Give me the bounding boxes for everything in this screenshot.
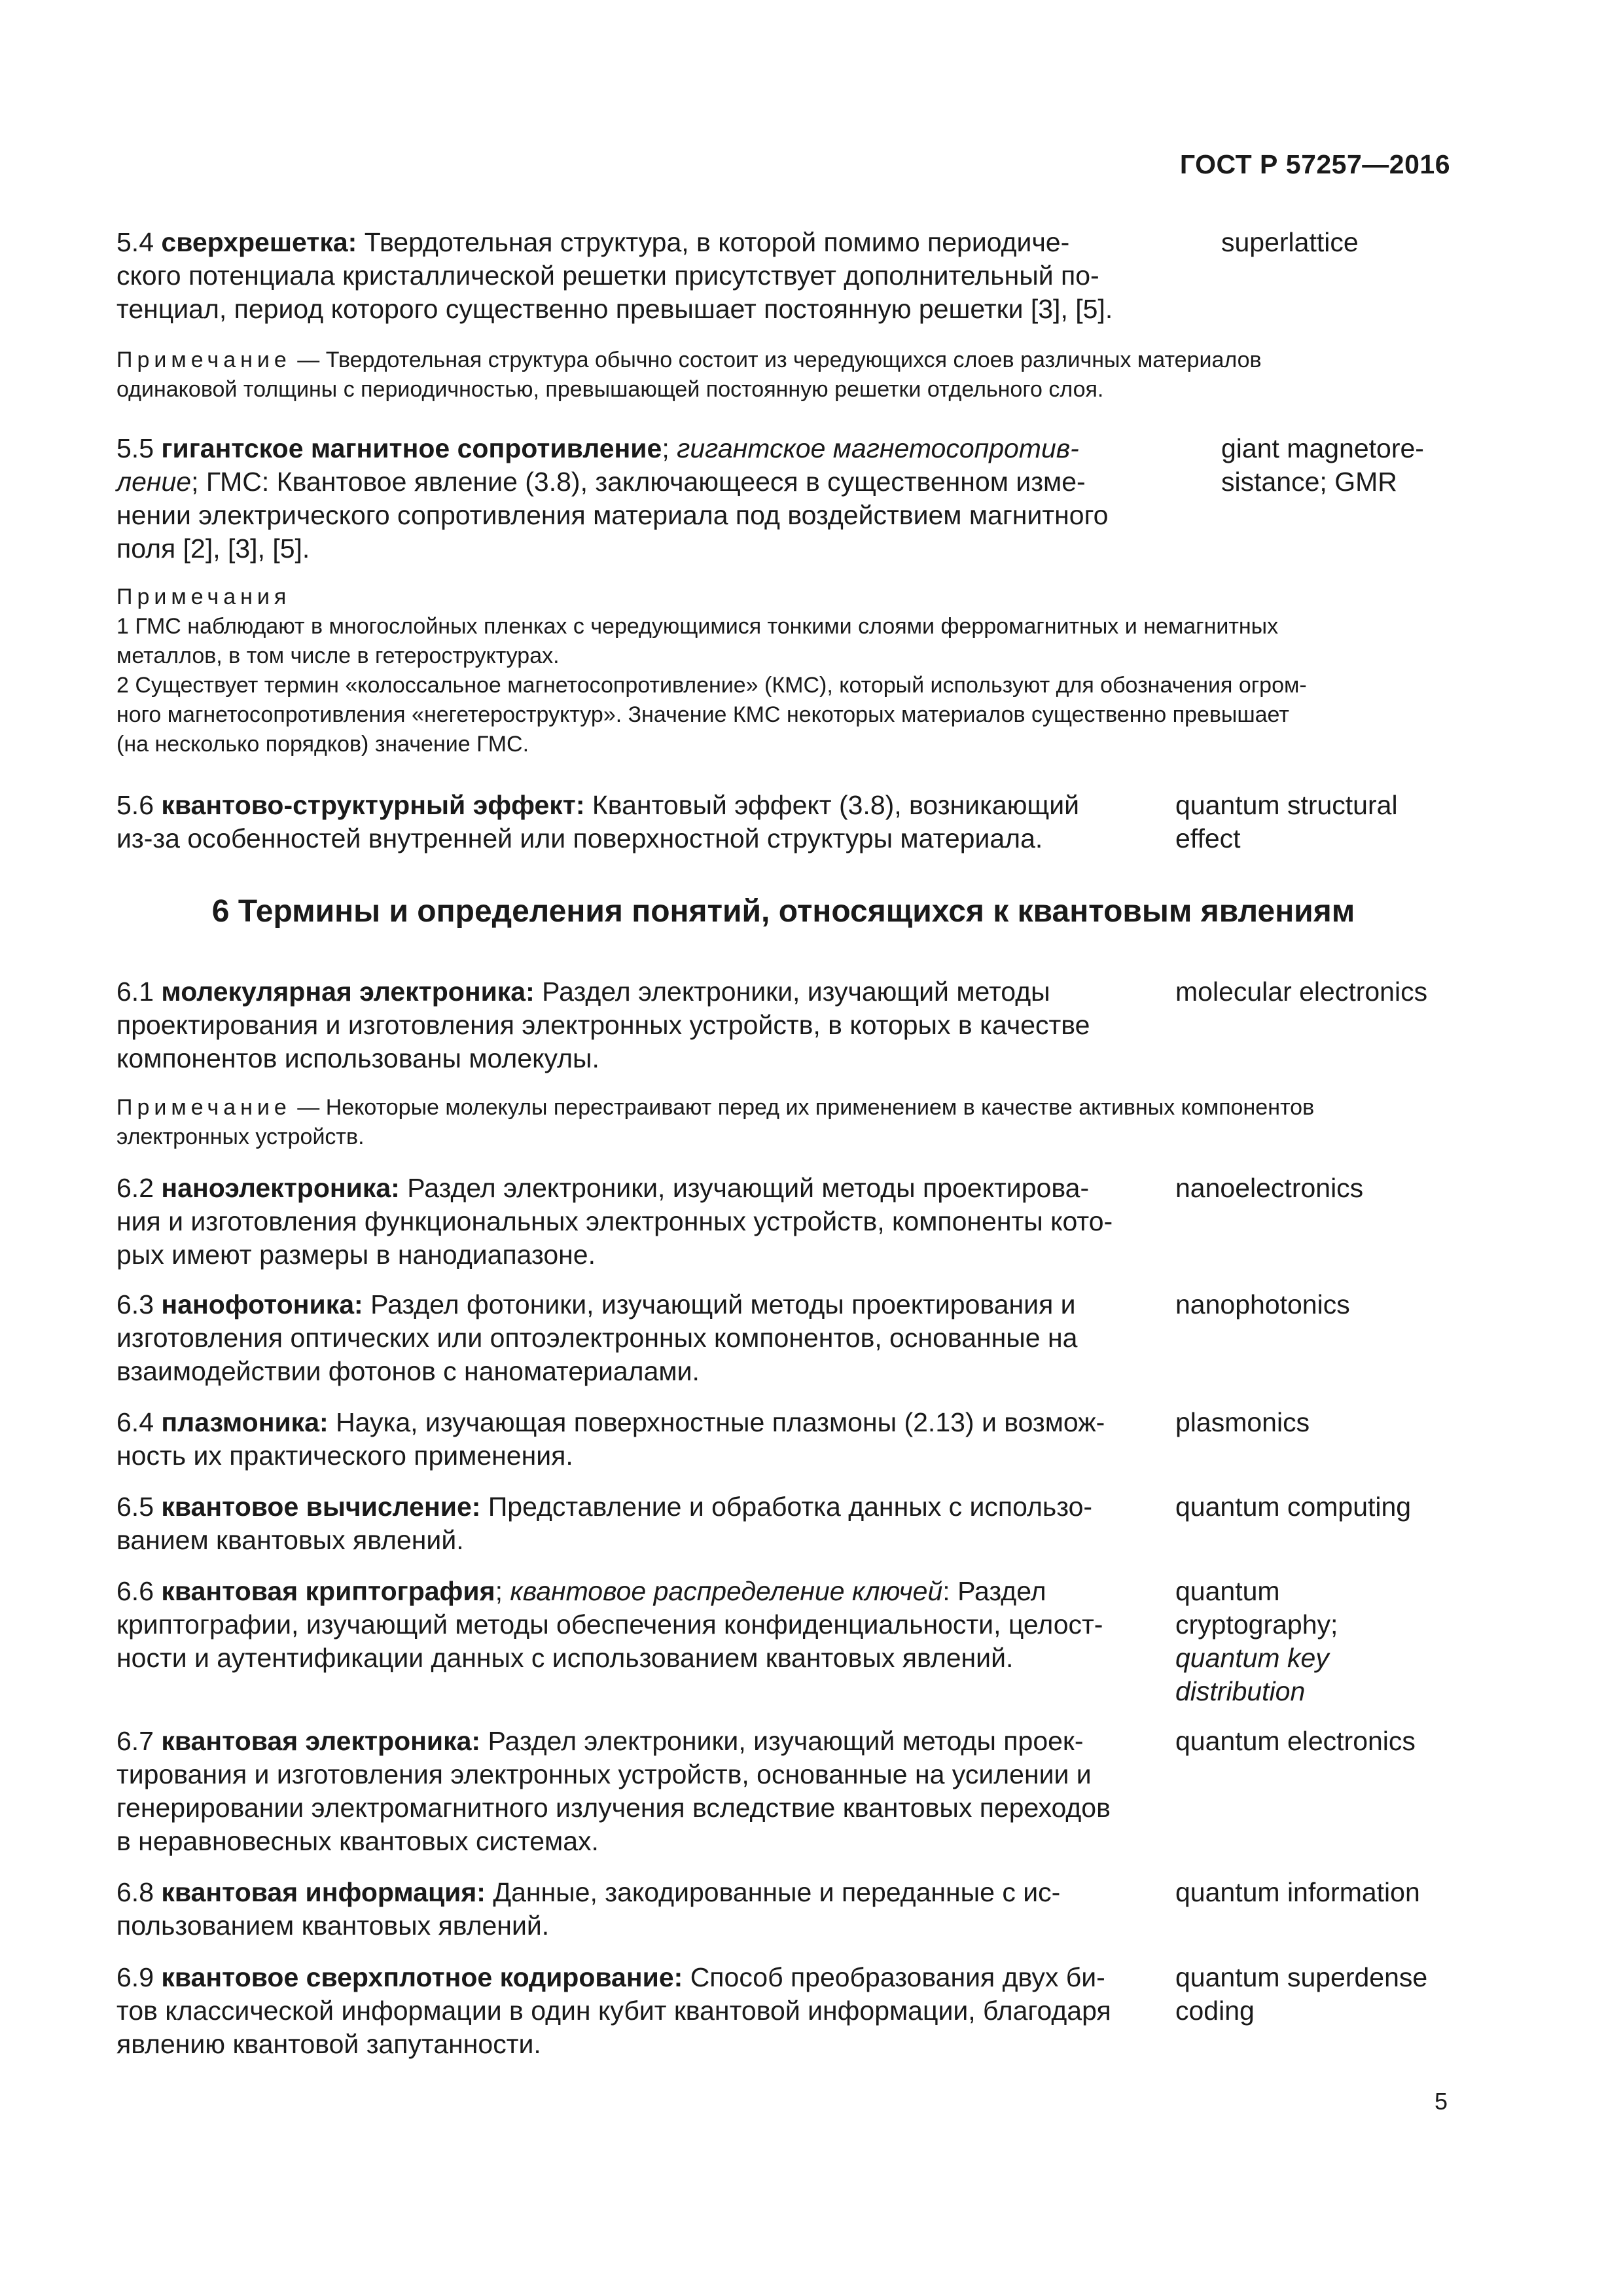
note-label: Примечание — [116, 1095, 291, 1120]
term-equivalent: quantum electronics — [1175, 1726, 1416, 1756]
term-equivalent: nanoelectronics — [1175, 1173, 1364, 1203]
term-definition: 6.5 квантовое вычисление: Представление и обработка данных с использо- ванием квантовых явлений. — [116, 1492, 1093, 1555]
term-entry-6-8 — [116, 1876, 1450, 1948]
term-equivalent: quantum structural effect — [1175, 790, 1398, 853]
term-entry-5-4 — [116, 226, 1450, 331]
note-5-4: Примечание — Твердотельная структура обычно состоит из чередующихся слоев различных материалов одинаковой толщины с периодичностью, превышающей постоянную решетки отдельного слоя. — [116, 348, 1262, 402]
term-name: гигантское магнитное сопротивление — [161, 433, 662, 463]
term-definition: 6.7 квантовая электроника: Раздел электроники, изучающий методы проек- тирования и изготовления электронных устройств, основанные на усилении и генерировании электромагнитного излучения вследствие квантовых переходов в неравновесных квантовых системах. — [116, 1726, 1111, 1856]
note-label: Примечания — [116, 584, 291, 609]
term-name: наноэлектроника: — [161, 1173, 400, 1203]
term-entry-6-3 — [116, 1288, 1450, 1393]
term-equivalent: plasmonics — [1175, 1407, 1310, 1437]
term-definition: 6.1 молекулярная электроника: Раздел электроники, изучающий методы проектирования и изготовления электронных устройств, в которых в качестве компонентов использованы молекулы. — [116, 977, 1090, 1073]
term-entry-6-6 — [116, 1575, 1450, 1712]
term-entry-5-6 — [116, 789, 1450, 861]
note-5-5: Примечания 1 ГМС наблюдают в многослойных пленках с чередующимися тонкими слоями ферромагнитных и немагнитных металлов, в том числе в гетероструктурах. 2 Существует термин «колоссальное магнетосопротивление» (КМС), который используют для обозначения огром- ного магнетосопротивления «негетероструктур». Значение КМС некоторых материалов существенно превышает (на несколько порядков) значение ГМС. — [116, 584, 1307, 757]
term-definition: 5.5 гигантское магнитное сопротивление; гигантское магнетосопротив- ление; ГМС: Квантовое явление (3.8), заключающееся в существенном изме- нении электрического сопротивления материала под воздействием магнитного поля [2], [3], [5]. — [116, 433, 1109, 564]
term-name: квантовая электроника: — [161, 1726, 481, 1756]
term-entry-6-1 — [116, 975, 1450, 1080]
term-name: квантовая информация: — [161, 1877, 486, 1907]
term-entry-5-5 — [116, 432, 1450, 569]
term-definition: 6.8 квантовая информация: Данные, закодированные и переданные с ис- пользованием квантовых явлений. — [116, 1877, 1061, 1941]
term-name: сверхрешетка: — [161, 227, 357, 257]
document-code: ГОСТ Р 57257—2016 — [1179, 149, 1450, 179]
term-definition: 6.2 наноэлектроника: Раздел электроники, изучающий методы проектирова- ния и изготовления функциональных электронных устройств, компоненты кото- рых имеют размеры в нанодиапазоне. — [116, 1173, 1113, 1270]
term-name: квантовое вычисление: — [161, 1492, 481, 1522]
term-name: нанофотоника: — [161, 1289, 363, 1319]
term-equivalent: molecular electronics — [1175, 977, 1428, 1007]
term-definition: 5.6 квантово-структурный эффект: Квантовый эффект (3.8), возникающий из-за особенностей внутренней или поверхностной структуры материала. — [116, 790, 1079, 853]
term-equivalent: superlattice — [1221, 227, 1359, 257]
term-entry-6-2 — [116, 1172, 1450, 1276]
term-definition: 5.4 сверхрешетка: Твердотельная структура, в которой помимо периодиче- ского потенциала кристаллической решетки присутствует дополнительный по- тенциал, период которого существенно превышает постоянную решетки [3], [5]. — [116, 227, 1113, 324]
term-name: плазмоника: — [161, 1407, 329, 1437]
term-entry-6-5 — [116, 1490, 1450, 1562]
term-name: квантовое сверхплотное кодирование: — [161, 1962, 683, 1992]
term-definition: 6.9 квантовое сверхплотное кодирование: Способ преобразования двух би- тов классической информации в один кубит квантовой информации, благодаря явлению квантовой запутанности. — [116, 1962, 1111, 2059]
term-name: квантово-структурный эффект: — [161, 790, 585, 820]
note-6-1: Примечание — Некоторые молекулы перестраивают перед их применением в качестве активных компонентов электронных устройств. — [116, 1095, 1315, 1149]
term-equivalent: quantum cryptography; quantum key distribution — [1175, 1576, 1338, 1706]
term-equivalent: quantum computing — [1175, 1492, 1412, 1522]
term-definition: 6.3 нанофотоника: Раздел фотоники, изучающий методы проектирования и изготовления оптических или оптоэлектронных компонентов, основанные на взаимодействии фотонов с наноматериалами. — [116, 1289, 1078, 1386]
term-equivalent: giant magnetore- sistance; GMR — [1221, 433, 1424, 497]
page-number: 5 — [1434, 2088, 1448, 2115]
term-equivalent: quantum superdense coding — [1175, 1962, 1428, 2026]
term-equivalent: nanophotonics — [1175, 1289, 1350, 1319]
term-definition: 6.4 плазмоника: Наука, изучающая поверхностные плазмоны (2.13) и возмож- ность их практического применения. — [116, 1407, 1105, 1471]
term-entry-6-9 — [116, 1961, 1450, 2066]
term-name: квантовая криптография — [161, 1576, 495, 1606]
term-entry-6-7 — [116, 1725, 1450, 1862]
section-title: 6 Термины и определения понятий, относящихся к квантовым явлениям — [211, 894, 1355, 929]
term-equivalent: quantum information — [1175, 1877, 1420, 1907]
term-definition: 6.6 квантовая криптография; квантовое распределение ключей: Раздел криптографии, изучающий методы обеспечения конфиденциальности, целост- ности и аутентификации данных с использованием квантовых явлений. — [116, 1576, 1103, 1673]
term-name: молекулярная электроника: — [161, 977, 535, 1007]
term-entry-6-4 — [116, 1406, 1450, 1478]
note-label: Примечание — [116, 348, 291, 372]
